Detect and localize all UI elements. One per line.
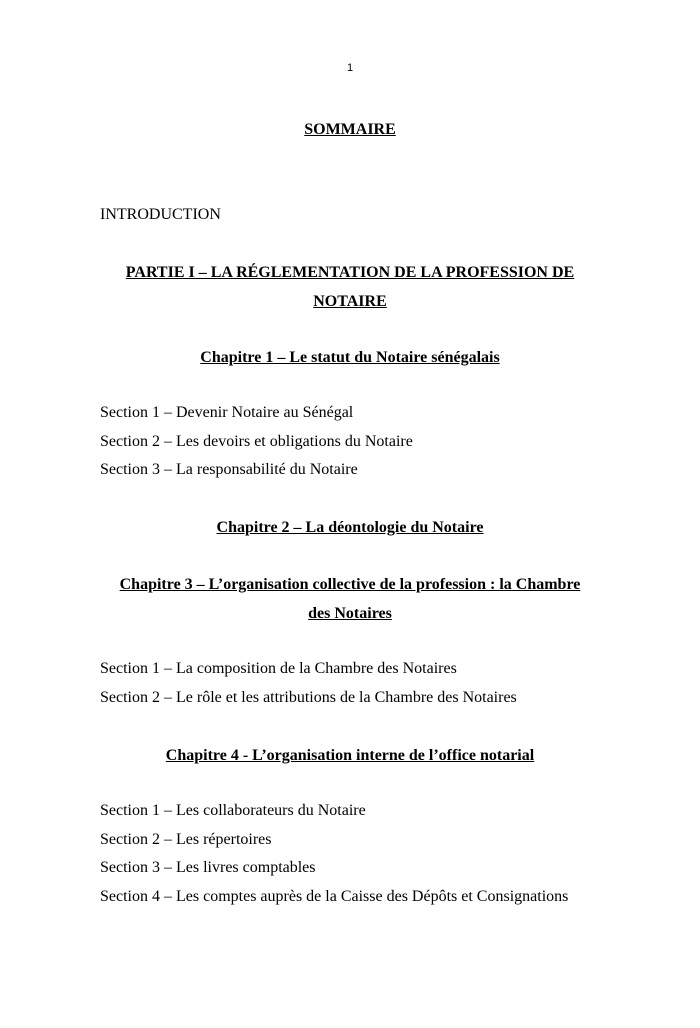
chapitre-3-heading [80, 570, 620, 628]
chapitre-4-section-2: Section 2 – Les répertoires [100, 831, 272, 848]
chapitre-4-section-3: Section 3 – Les livres comptables [100, 859, 316, 876]
chapitre-3-section-2: Section 2 – Le rôle et les attributions de la Chambre des Notaires [100, 689, 517, 706]
partie-1-line-2: NOTAIRE [313, 293, 387, 310]
page-title: SOMMAIRE [304, 121, 396, 138]
chapitre-4-title: Chapitre 4 - L’organisation interne de l’office notarial [165, 747, 535, 764]
partie-1-heading [100, 258, 600, 316]
chapitre-2-title: Chapitre 2 – La déontologie du Notaire [216, 519, 484, 536]
page-number: 1 [346, 62, 354, 74]
chapitre-3-section-1: Section 1 – La composition de la Chambre des Notaires [100, 660, 457, 677]
chapitre-1-heading [100, 343, 600, 372]
chapitre-4-section-4: Section 4 – Les comptes auprès de la Caisse des Dépôts et Consignations [100, 888, 569, 905]
chapitre-1-section-3: Section 3 – La responsabilité du Notaire [100, 461, 358, 478]
chapitre-4-heading [100, 741, 600, 770]
chapitre-1-section-1: Section 1 – Devenir Notaire au Sénégal [100, 404, 354, 421]
chapitre-3-line-2: des Notaires [308, 605, 392, 622]
partie-1-line-1: PARTIE I – LA RÉGLEMENTATION DE LA PROFESSION DE [125, 264, 575, 281]
chapitre-1-title: Chapitre 1 – Le statut du Notaire sénégalais [200, 349, 500, 366]
chapitre-4-section-1: Section 1 – Les collaborateurs du Notaire [100, 802, 366, 819]
introduction-heading: INTRODUCTION [100, 206, 221, 223]
chapitre-2-heading [100, 513, 600, 542]
chapitre-1-section-2: Section 2 – Les devoirs et obligations du Notaire [100, 433, 413, 450]
chapitre-3-line-1: Chapitre 3 – L’organisation collective de la profession : la Chambre [119, 576, 581, 593]
